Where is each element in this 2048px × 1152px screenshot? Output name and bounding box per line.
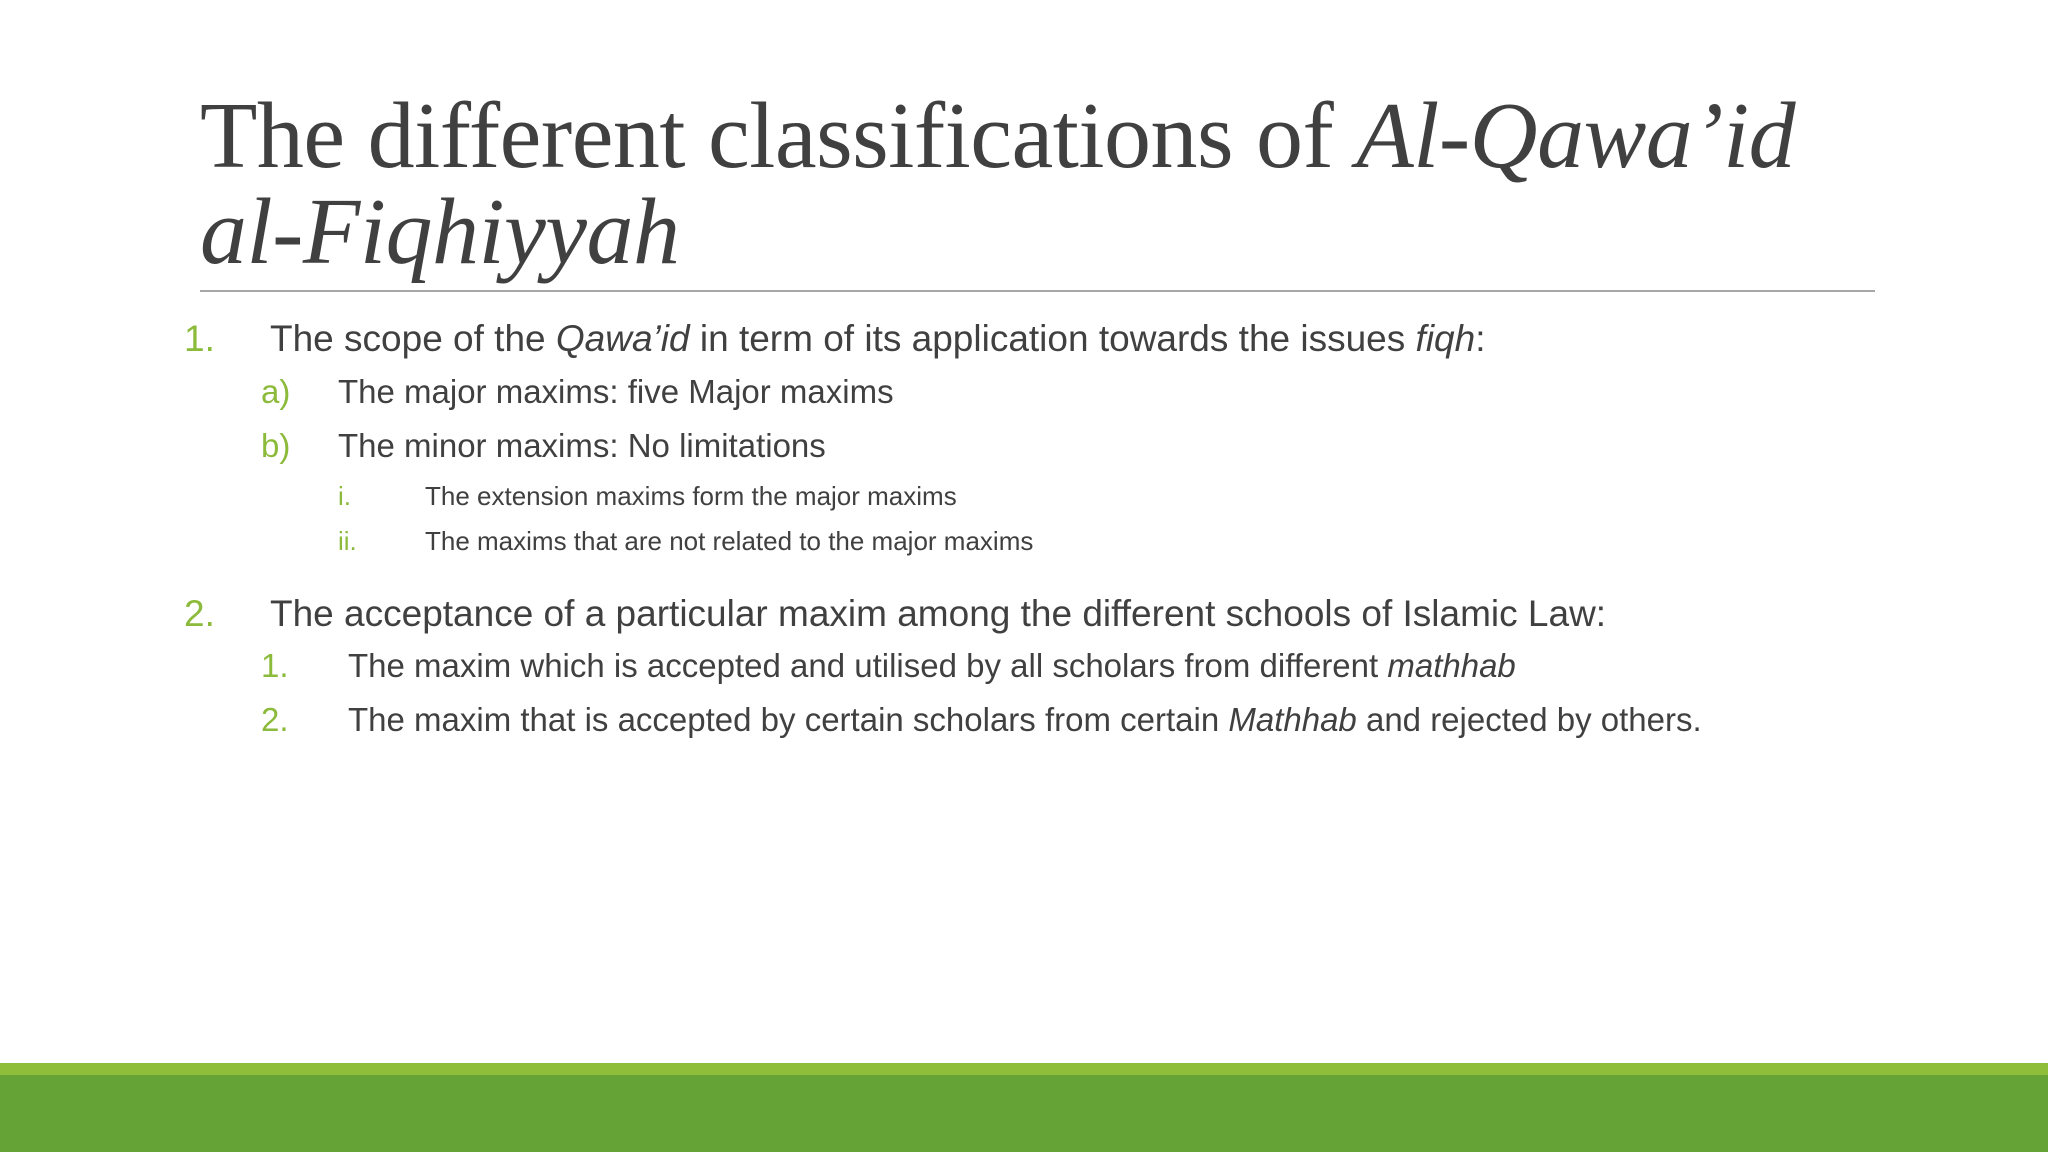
title-divider xyxy=(200,290,1875,292)
list-marker: 2. xyxy=(261,701,289,738)
list-subitem-text: The maxim that is accepted by certain scholars from certain Mathhab and rejected by others. xyxy=(348,701,1702,738)
title-plain: The different classifications of xyxy=(200,84,1357,188)
list-marker: 2. xyxy=(184,593,215,634)
slide-title xyxy=(200,84,1900,284)
list-marker: i. xyxy=(338,481,351,511)
list-marker: a) xyxy=(261,373,291,410)
footer-band-light xyxy=(0,1063,2048,1075)
list-subsubitem-text: The extension maxims form the major maxims xyxy=(425,481,957,511)
list-item-text: The acceptance of a particular maxim among the different schools of Islamic Law: xyxy=(270,593,1607,634)
list-marker: ii. xyxy=(338,526,357,556)
footer-band-dark xyxy=(0,1075,2048,1152)
list-marker: 1. xyxy=(184,318,215,359)
list-subitem-text: The minor maxims: No limitations xyxy=(338,427,826,464)
list-subitem-text: The major maxims: five Major maxims xyxy=(338,373,894,410)
title-italic-line2: al-Fiqhiyyah xyxy=(200,180,680,284)
list-marker: 1. xyxy=(261,647,289,684)
title-italic-line1: Al-Qawa’id xyxy=(1356,84,1796,188)
list-subsubitem-text: The maxims that are not related to the major maxims xyxy=(425,526,1034,556)
list-item-text: The scope of the Qawa’id in term of its application towards the issues fiqh: xyxy=(270,318,1486,359)
list-marker: b) xyxy=(261,427,291,464)
list-subitem-text: The maxim which is accepted and utilised by all scholars from different mathhab xyxy=(348,647,1516,684)
